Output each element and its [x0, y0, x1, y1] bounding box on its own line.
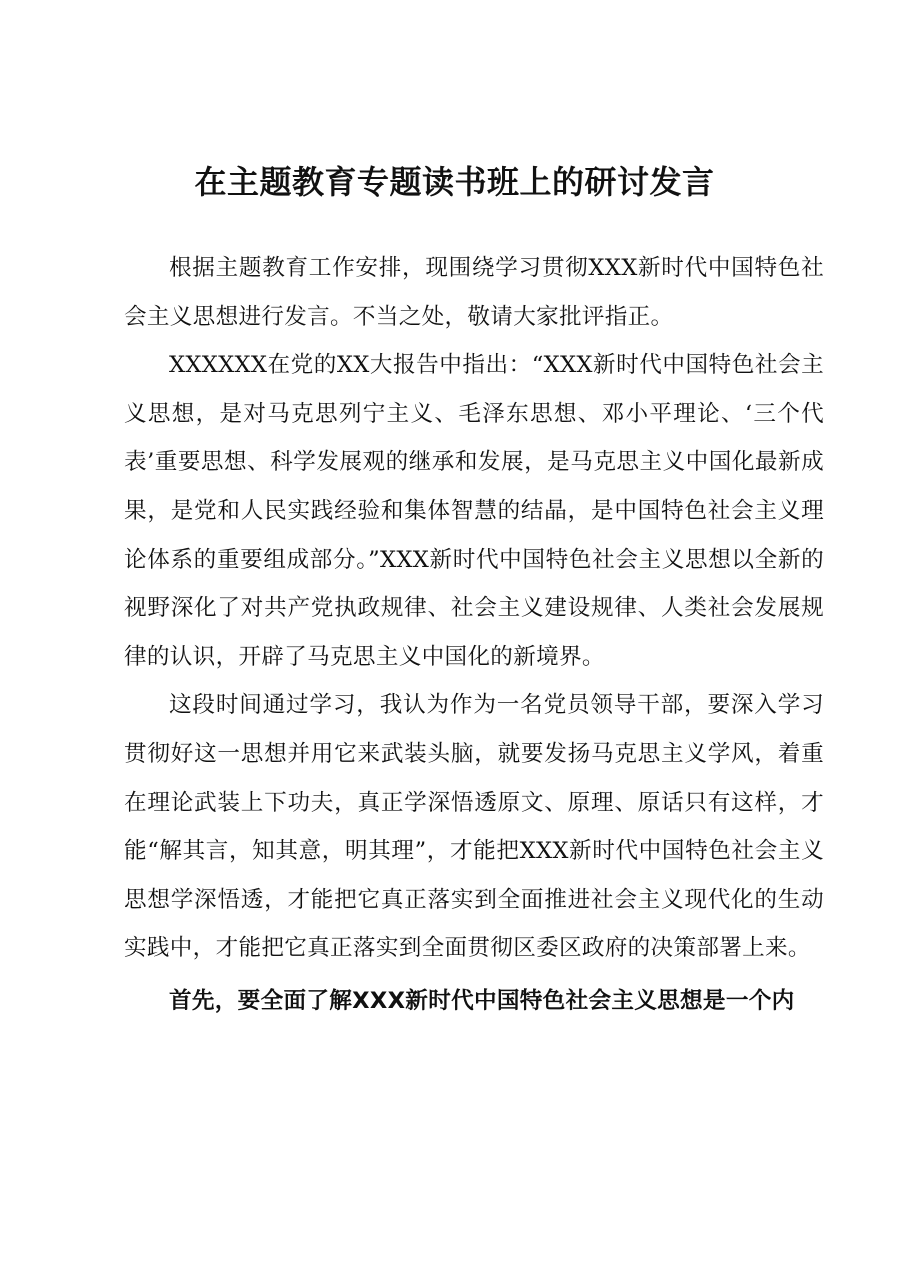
- document-body: [124, 244, 824, 1026]
- paragraph-study: 这段时间通过学习，我认为作为一名党员领导干部，要深入学习贯彻好这一思想并用它来武装头脑，就要发扬马克思主义学风，着重在理论武装上下功夫，真正学深悟透原文、原理、原话只有这样，才能“解其言，知其意，明其理”，才能把XXX新时代中国特色社会主义思想学深悟透，才能把它真正落实到全面推进社会主义现代化的生动实践中，才能把它真正落实到全面贯彻区委区政府的决策部署上来。: [124, 692, 824, 962]
- paragraph-report-quote: XXXXXX在党的XX大报告中指出：“XXX新时代中国特色社会主义思想，是对马克思列宁主义、毛泽东思想、邓小平理论、‘三个代表’重要思想、科学发展观的继承和发展，是马克思主义中国化最新成果，是党和人民实践经验和集体智慧的结晶，是中国特色社会主义理论体系的重要组成部分。”XXX新时代中国特色社会主义思想以全新的视野深化了对共产党执政规律、社会主义建设规律、人类社会发展规律的认识，开辟了马克思主义中国化的新境界。: [124, 352, 824, 670]
- paragraph-first-point: 首先，要全面了解XXX新时代中国特色社会主义思想是一个内: [169, 987, 795, 1014]
- paragraph-intro: 根据主题教育工作安排，现围绕学习贯彻XXX新时代中国特色社会主义思想进行发言。不当之处，敬请大家批评指正。: [124, 255, 824, 330]
- document-title: 在主题教育专题读书班上的研讨发言: [194, 163, 715, 201]
